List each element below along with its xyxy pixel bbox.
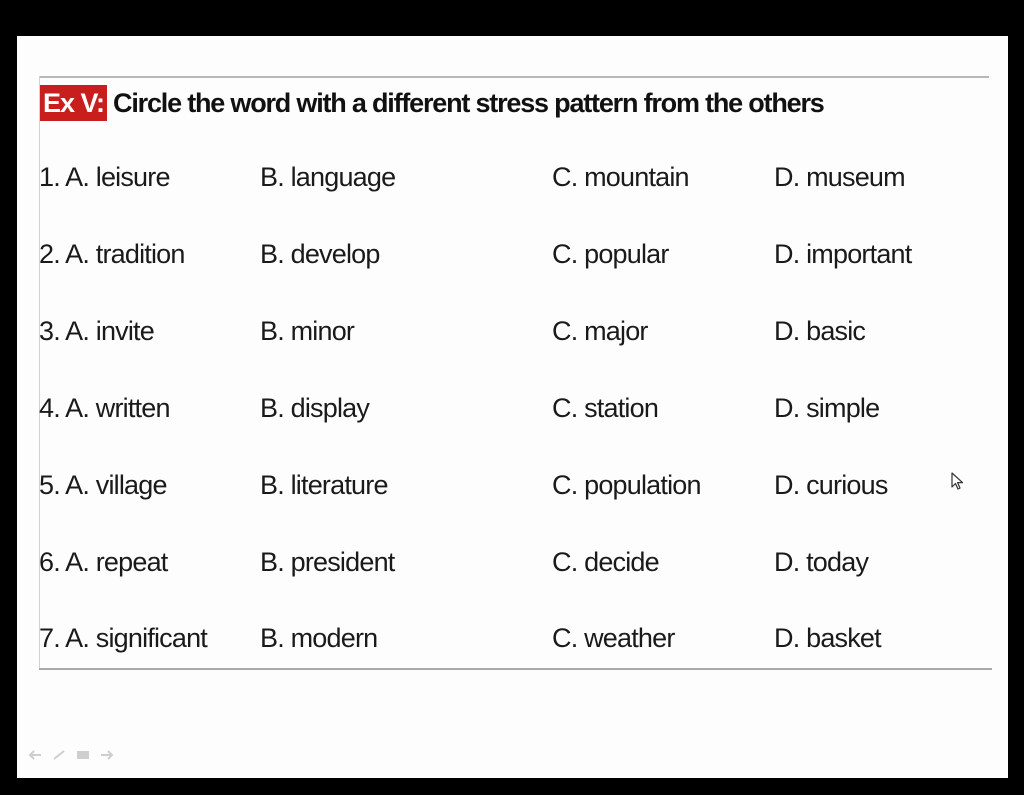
option-a: 2. A. tradition: [39, 239, 185, 269]
option-d: D. important: [774, 239, 912, 269]
option-d: D. basic: [774, 316, 866, 346]
slide: [17, 36, 1008, 778]
option-b: B. language: [260, 162, 396, 192]
exercise-tag: Ex V:: [40, 85, 107, 121]
pen-icon[interactable]: [52, 750, 66, 760]
option-d: D. museum: [774, 162, 905, 192]
option-d: D. curious: [774, 470, 888, 500]
bottom-rule: [39, 668, 992, 670]
option-c: C. decide: [552, 547, 659, 577]
option-c: C. major: [552, 316, 648, 346]
option-b: B. display: [260, 393, 370, 423]
question-row-5: [17, 468, 1008, 502]
mouse-pointer-icon: [951, 472, 965, 492]
option-c: C. mountain: [552, 162, 689, 192]
option-a: 6. A. repeat: [39, 547, 168, 577]
option-d: D. basket: [774, 623, 881, 653]
slideshow-nav[interactable]: [28, 750, 114, 760]
exercise-instruction: Circle the word with a different stress pattern from the others: [113, 88, 824, 118]
option-c: C. weather: [552, 623, 675, 653]
next-slide-icon[interactable]: [100, 750, 114, 760]
option-b: B. literature: [260, 470, 388, 500]
option-a: 3. A. invite: [39, 316, 154, 346]
top-rule: [39, 76, 989, 78]
question-row-7: [17, 621, 1008, 655]
previous-slide-icon[interactable]: [28, 750, 42, 760]
slide-menu-icon[interactable]: [76, 750, 90, 760]
option-a: 4. A. written: [39, 393, 170, 423]
option-d: D. simple: [774, 393, 880, 423]
option-c: C. popular: [552, 239, 669, 269]
exercise-heading: [40, 84, 824, 122]
option-a: 7. A. significant: [39, 623, 208, 653]
option-b: B. president: [260, 547, 395, 577]
question-row-3: [17, 314, 1008, 348]
option-a: 5. A. village: [39, 470, 167, 500]
question-row-6: [17, 545, 1008, 579]
option-a: 1. A. leisure: [39, 162, 170, 192]
option-c: C. station: [552, 393, 659, 423]
option-d: D. today: [774, 547, 869, 577]
question-row-2: [17, 237, 1008, 271]
option-b: B. develop: [260, 239, 380, 269]
option-c: C. population: [552, 470, 701, 500]
option-b: B. minor: [260, 316, 355, 346]
question-row-4: [17, 391, 1008, 425]
option-b: B. modern: [260, 623, 378, 653]
question-row-1: [17, 160, 1008, 194]
